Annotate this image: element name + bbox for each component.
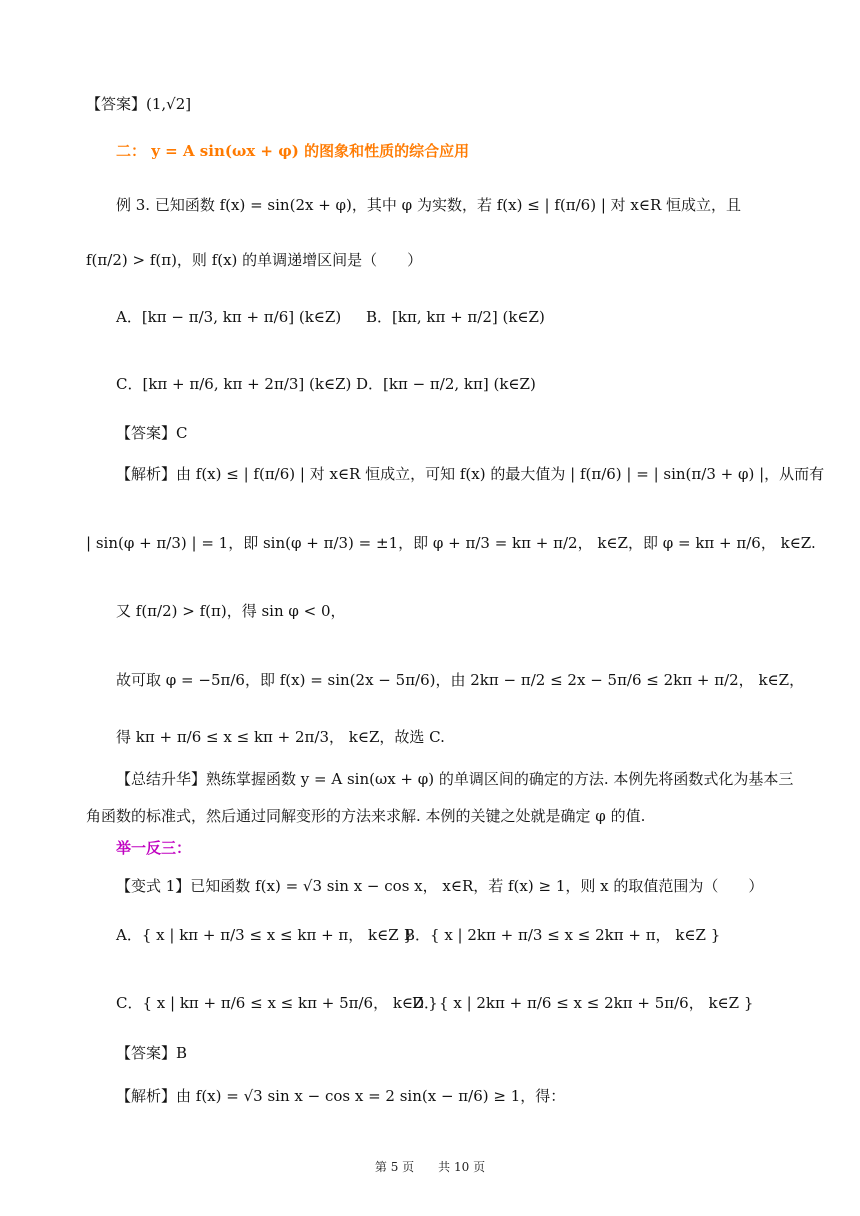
analysis-1-line-2: | sin(φ + π/3) | = 1，即 sin(φ + π/3) = ±1，即 φ + π/3 = kπ + π/2， k∈Z，即 φ = kπ + π/6， k∈Z.	[86, 534, 816, 552]
choice-c: C．[kπ + π/6, kπ + 2π/3] (k∈Z)	[116, 375, 352, 393]
variant-1: 【变式 1】已知函数 f(x) = √3 sin x − cos x， x∈R，若 f(x) ≥ 1，则 x 的取值范围为（ ）	[116, 877, 764, 895]
answer-1: 【答案】C	[116, 424, 188, 442]
answer-top: 【答案】(1,√2]	[86, 95, 192, 113]
page-footer: 第 5 页 共 10 页	[374, 1160, 486, 1174]
answer-2: 【答案】B	[116, 1044, 188, 1062]
analysis-1-line-4: 故可取 φ = −5π/6，即 f(x) = sin(2x − 5π/6)，由 2kπ − π/2 ≤ 2x − 5π/6 ≤ 2kπ + π/2， k∈Z，	[116, 671, 805, 689]
section-heading: 二： y = A sin(ωx + φ) 的图象和性质的综合应用	[116, 142, 470, 160]
example-3-line-2: f(π/2) > f(π)，则 f(x) 的单调递增区间是（ ）	[86, 251, 423, 269]
analysis-2: 【解析】由 f(x) = √3 sin x − cos x = 2 sin(x − π/6) ≥ 1，得：	[116, 1087, 566, 1105]
analysis-1-line-1: 【解析】由 f(x) ≤ | f(π/6) | 对 x∈R 恒成立，可知 f(x) 的最大值为 | f(π/6) | = | sin(π/3 + φ) |，从而有	[116, 465, 825, 483]
choice-b: B．[kπ, kπ + π/2] (k∈Z)	[366, 308, 545, 326]
summary-line-1: 【总结升华】熟练掌握函数 y = A sin(ωx + φ) 的单调区间的确定的方法. 本例先将函数式化为基本三	[116, 770, 794, 788]
variant-choice-c: C．{ x | kπ + π/6 ≤ x ≤ kπ + 5π/6， k∈Z }	[116, 994, 438, 1012]
variant-choice-b: B．{ x | 2kπ + π/3 ≤ x ≤ 2kπ + π， k∈Z }	[404, 926, 721, 944]
summary-line-2: 角函数的标准式，然后通过同解变形的方法来求解. 本例的关键之处就是确定 φ 的值.	[86, 807, 646, 825]
choice-d: D．[kπ − π/2, kπ] (k∈Z)	[356, 375, 536, 393]
analysis-1-line-5: 得 kπ + π/6 ≤ x ≤ kπ + 2π/3， k∈Z，故选 C.	[116, 728, 445, 746]
choice-a: A．[kπ − π/3, kπ + π/6] (k∈Z)	[116, 308, 342, 326]
practice-heading: 举一反三：	[116, 839, 192, 857]
variant-choice-d: D．{ x | 2kπ + π/6 ≤ x ≤ 2kπ + 5π/6， k∈Z }	[412, 994, 754, 1012]
example-3-line-1: 例 3. 已知函数 f(x) = sin(2x + φ)，其中 φ 为实数，若 f(x) ≤ | f(π/6) | 对 x∈R 恒成立，且	[116, 196, 742, 214]
analysis-1-line-3: 又 f(π/2) > f(π)，得 sin φ < 0，	[116, 602, 346, 620]
variant-choice-a: A．{ x | kπ + π/3 ≤ x ≤ kπ + π， k∈Z }	[116, 926, 413, 944]
